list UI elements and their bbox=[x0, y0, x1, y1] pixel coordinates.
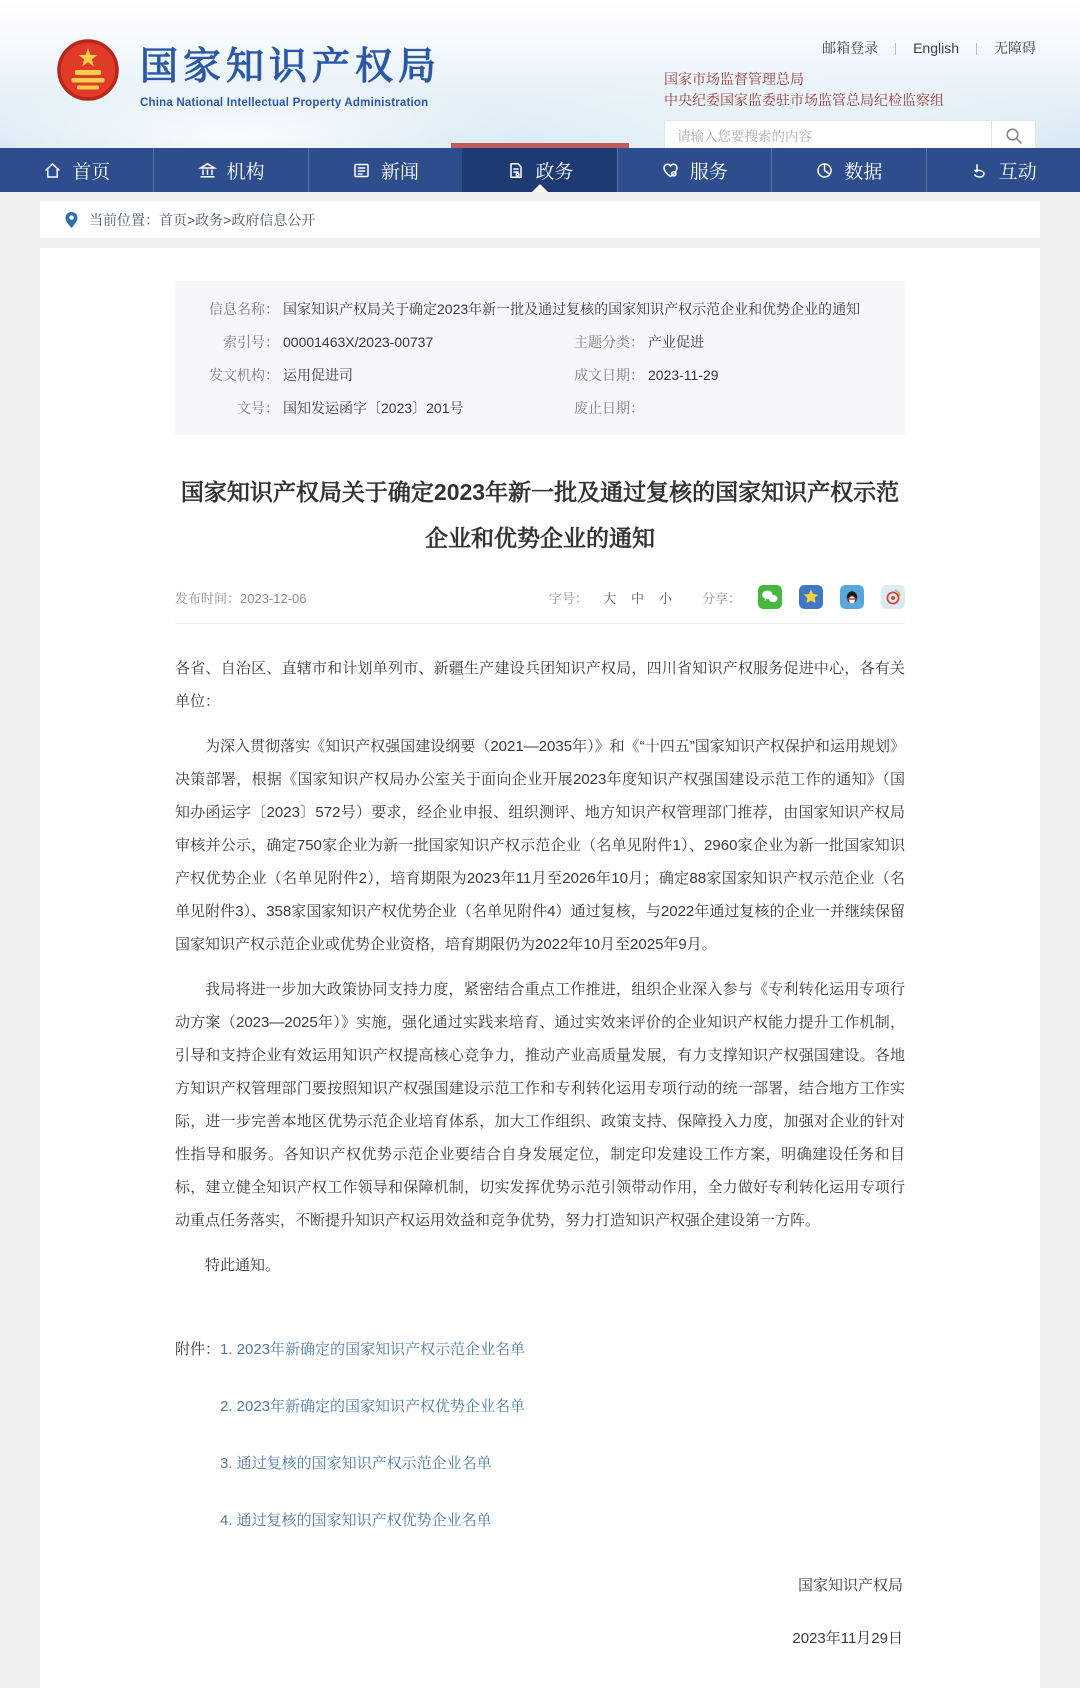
related-links bbox=[664, 69, 1036, 111]
news-icon bbox=[352, 161, 371, 180]
info-value: 2023-11-29 bbox=[648, 367, 719, 383]
nav-tab-label: 政务 bbox=[535, 161, 574, 183]
info-row bbox=[175, 392, 905, 425]
paragraph-salutation: 各省、自治区、直辖市和计划单列市、新疆生产建设兵团知识产权局，四川省知识产权服务促进中心，各有关单位： bbox=[175, 660, 905, 710]
divider bbox=[895, 43, 896, 55]
site-header bbox=[0, 0, 1080, 148]
font-size-label: 字号： bbox=[548, 590, 588, 606]
info-label: 文号： bbox=[237, 400, 279, 416]
content-panel bbox=[40, 248, 1040, 1688]
national-emblem-icon bbox=[56, 32, 120, 112]
attachment-link-3[interactable]: 3. 通过复核的国家知识产权示范企业名单 bbox=[220, 1455, 492, 1472]
paragraph: 我局将进一步加大政策协同支持力度，紧密结合重点工作推进，组织企业深入参与《专利转化运用专项行动方案（2023—2025年）》实施，强化通过实践来培育、通过实效来评价的企业知识产权能力提升工作机制，引导和支持企业有效运用知识产权提高核心竞争力，推动产业高质量发展，有力支撑知识产权强国建设。各地方知识产权管理部门要按照知识产权强国建设示范工作和专利转化运用专项行动的统一部署，结合地方工作实际，进一步完善本地区优势示范企业培育体系，加大工作组织、政策支持、保障投入力度，加强对企业的针对性指导和服务。各知识产权优势示范企业要结合自身发展定位，制定印发建设工作方案，明确建设任务和目标，建立健全知识产权工作领导和保障机制，切实发挥优势示范引领带动作用，全力做好专利转化运用专项行动重点任务落实，不断提升知识产权运用效益和竞争优势，努力打造知识产权强企建设第一方阵。 bbox=[175, 981, 905, 1229]
wechat-share-icon[interactable] bbox=[758, 585, 782, 609]
site-name: 国家知识产权局 bbox=[140, 46, 442, 88]
header-right bbox=[664, 38, 1036, 152]
info-value: 国知发运函字〔2023〕201号 bbox=[283, 400, 464, 416]
info-label: 废止日期： bbox=[574, 400, 644, 416]
nav-tab-data[interactable] bbox=[771, 148, 925, 192]
info-row bbox=[175, 326, 905, 359]
nav-tab-institution[interactable] bbox=[153, 148, 307, 192]
location-pin-icon bbox=[64, 211, 79, 229]
related-link-discipline[interactable]: 中央纪委国家监委驻市场监管总局纪检监察组 bbox=[664, 92, 944, 108]
breadcrumb-path[interactable]: 首页>政务>政府信息公开 bbox=[159, 211, 316, 228]
nav-tab-label: 互动 bbox=[998, 161, 1037, 183]
share-label: 分享： bbox=[701, 590, 741, 606]
info-value: 运用促进司 bbox=[283, 367, 353, 383]
qzone-share-icon[interactable] bbox=[799, 585, 823, 609]
info-label: 信息名称： bbox=[209, 301, 279, 317]
interaction-icon bbox=[970, 161, 989, 180]
qq-share-icon[interactable] bbox=[840, 585, 864, 609]
main-nav bbox=[0, 148, 1080, 192]
font-size-small-button[interactable]: 小 bbox=[658, 590, 672, 606]
nav-tab-interaction[interactable] bbox=[926, 148, 1080, 192]
info-label: 成文日期： bbox=[574, 367, 644, 383]
paragraph-closing: 特此通知。 bbox=[205, 1257, 281, 1274]
nav-tab-label: 数据 bbox=[844, 161, 883, 183]
mail-login-link[interactable]: 邮箱登录 bbox=[822, 40, 879, 56]
home-icon bbox=[43, 161, 62, 180]
nav-tab-label: 机构 bbox=[226, 161, 265, 183]
article-title: 国家知识产权局关于确定2023年新一批及通过复核的国家知识产权示范企业和优势企业的通知 bbox=[180, 479, 900, 551]
signature bbox=[175, 1574, 905, 1648]
info-value: 产业促进 bbox=[648, 334, 704, 350]
search-icon bbox=[1005, 127, 1023, 145]
nav-tab-home[interactable] bbox=[0, 148, 153, 192]
info-row-name bbox=[175, 293, 905, 326]
english-link[interactable]: English bbox=[913, 40, 959, 56]
gov-affairs-icon bbox=[506, 161, 525, 180]
breadcrumb bbox=[40, 201, 1040, 238]
nav-tab-label: 首页 bbox=[72, 161, 111, 183]
document-info-table bbox=[175, 281, 905, 435]
search-input[interactable] bbox=[665, 121, 991, 151]
attachment-link-1[interactable]: 1. 2023年新确定的国家知识产权示范企业名单 bbox=[220, 1341, 526, 1358]
service-icon bbox=[661, 161, 680, 180]
accessibility-link[interactable]: 无障碍 bbox=[994, 40, 1036, 56]
font-size-large-button[interactable]: 大 bbox=[602, 590, 616, 606]
nav-tab-label: 服务 bbox=[689, 161, 728, 183]
attachments-label: 附件： bbox=[175, 1341, 221, 1358]
nav-tab-news[interactable] bbox=[308, 148, 462, 192]
signature-date: 2023年11月29日 bbox=[792, 1630, 903, 1647]
site-name-en: China National Intellectual Property Administration bbox=[140, 97, 429, 109]
info-label: 索引号： bbox=[223, 334, 279, 350]
info-value: 00001463X/2023-00737 bbox=[283, 334, 434, 350]
publish-date: 2023-12-06 bbox=[240, 590, 307, 606]
info-row bbox=[175, 359, 905, 392]
search-button[interactable] bbox=[991, 121, 1035, 151]
nav-tab-gov-affairs[interactable] bbox=[462, 148, 616, 192]
signature-org: 国家知识产权局 bbox=[797, 1577, 903, 1594]
info-value: 国家知识产权局关于确定2023年新一批及通过复核的国家知识产权示范企业和优势企业的通知 bbox=[283, 301, 861, 317]
top-links bbox=[664, 38, 1036, 58]
publish-label: 发布时间： bbox=[175, 590, 241, 606]
article-meta-row bbox=[175, 585, 905, 624]
divider bbox=[976, 43, 977, 55]
breadcrumb-label: 当前位置： bbox=[89, 211, 159, 228]
font-size-medium-button[interactable]: 中 bbox=[630, 590, 644, 606]
attachment-link-2[interactable]: 2. 2023年新确定的国家知识产权优势企业名单 bbox=[220, 1398, 526, 1415]
breadcrumb-wrap bbox=[0, 192, 1080, 238]
info-label: 主题分类： bbox=[574, 334, 644, 350]
publish-time bbox=[175, 588, 307, 607]
paragraph: 为深入贯彻落实《知识产权强国建设纲要（2021—2035年）》和《“十四五”国家知识产权保护和运用规划》决策部署，根据《国家知识产权局办公室关于面向企业开展2023年度知识产权强国建设示范工作的通知》（国知办函运字〔2023〕572号）要求，经企业申报、组织测评、地方知识产权管理部门推荐，由国家知识产权局审核并公示，确定750家企业为新一批国家知识产权示范企业（名单见附件1）、2960家企业为新一批国家知识产权优势企业（名单见附件2），培育期限为2023年11月至2026年10月；确定88家国家知识产权示范企业（名单见附件3）、358家国家知识产权优势企业（名单见附件4）通过复核，与2022年通过复核的企业一并继续保留国家知识产权示范企业或优势企业资格，培育期限仍为2022年10月至2025年9月。 bbox=[175, 738, 905, 953]
institution-icon bbox=[198, 161, 217, 180]
info-label: 发文机构： bbox=[209, 367, 279, 383]
article-body bbox=[175, 652, 905, 1282]
attachments bbox=[175, 1338, 905, 1530]
weibo-share-icon[interactable] bbox=[881, 585, 905, 609]
nav-tab-label: 新闻 bbox=[381, 161, 420, 183]
info-value bbox=[644, 392, 905, 425]
data-icon bbox=[815, 161, 834, 180]
related-link-samr[interactable]: 国家市场监督管理总局 bbox=[664, 71, 804, 87]
attachment-link-4[interactable]: 4. 通过复核的国家知识产权优势企业名单 bbox=[220, 1512, 492, 1529]
nav-tab-service[interactable] bbox=[617, 148, 771, 192]
site-logo[interactable] bbox=[56, 32, 441, 112]
